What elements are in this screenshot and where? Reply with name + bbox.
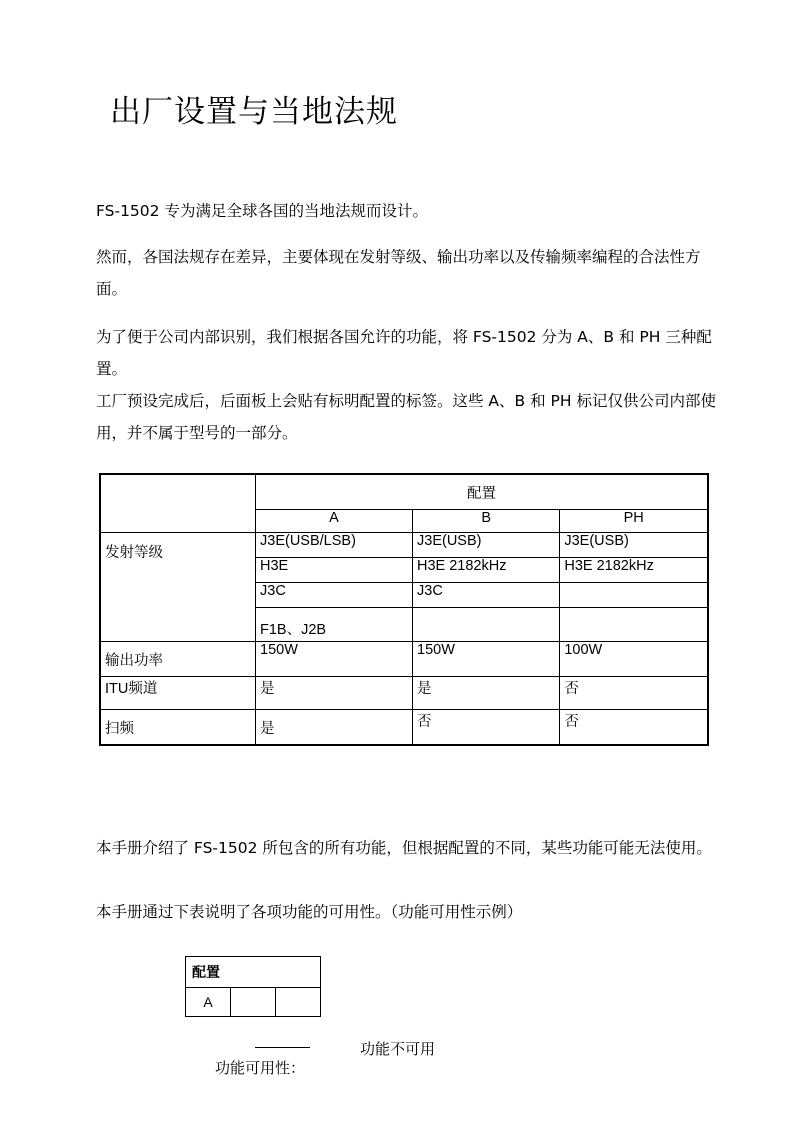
availability-label: 功能可用性：: [215, 1059, 306, 1077]
table-cell: H3E: [256, 558, 413, 583]
availability-example-table: [185, 956, 321, 1017]
page-title: 出厂设置与当地法规: [110, 94, 398, 130]
config-paragraph: 为了便于公司内部识别，我们根据各国允许的功能，将 FS-1502 分为 A、B 和 PH 三种配置。: [96, 328, 712, 378]
sweep-label: 扫频: [100, 710, 256, 746]
table-cell: 100W: [560, 642, 708, 677]
table-cell: 150W: [256, 642, 413, 677]
table-cell: H3E 2182kHz: [560, 558, 708, 583]
example-row-label: A: [186, 988, 231, 1017]
unavailable-legend: 功能不可用: [360, 1040, 436, 1058]
column-b-header: B: [413, 510, 560, 533]
table-cell: 否: [413, 710, 560, 746]
table-cell: J3E(USB/LSB): [256, 533, 413, 558]
table-corner-cell: [100, 474, 256, 533]
table-cell: [560, 608, 708, 642]
example-config-header: 配置: [186, 957, 321, 988]
table-cell: 否: [560, 710, 708, 746]
example-cell: [231, 988, 276, 1017]
config-header: 配置: [256, 474, 709, 510]
table-cell: [413, 608, 560, 642]
table-cell: J3E(USB): [560, 533, 708, 558]
intro-paragraph: FS-1502 专为满足全球各国的当地法规而设计。: [96, 202, 428, 220]
table-cell: 是: [413, 677, 560, 710]
table-cell: 否: [560, 677, 708, 710]
table-cell: H3E 2182kHz: [413, 558, 560, 583]
table-cell: 是: [256, 710, 413, 746]
emission-class-label: 发射等级: [100, 533, 256, 642]
legend-line: [255, 1047, 310, 1048]
table-cell: F1B、J2B: [256, 608, 413, 642]
output-power-label: 输出功率: [100, 642, 256, 677]
example-cell: [276, 988, 321, 1017]
table-cell: 150W: [413, 642, 560, 677]
column-a-header: A: [256, 510, 413, 533]
column-ph-header: PH: [560, 510, 708, 533]
label-paragraph: 工厂预设完成后，后面板上会贴有标明配置的标签。这些 A、B 和 PH 标记仅供公司内部使用，并不属于型号的一部分。: [96, 392, 716, 442]
table-cell: J3E(USB): [413, 533, 560, 558]
configuration-table: [99, 473, 709, 746]
table-cell: J3C: [256, 583, 413, 608]
table-cell: J3C: [413, 583, 560, 608]
regulation-paragraph: 然而，各国法规存在差异，主要体现在发射等级、输出功率以及传输频率编程的合法性方面。: [96, 248, 701, 298]
table-cell: 是: [256, 677, 413, 710]
table-cell: [560, 583, 708, 608]
availability-paragraph: 本手册通过下表说明了各项功能的可用性。（功能可用性示例）: [96, 903, 523, 921]
manual-scope-paragraph: 本手册介绍了 FS-1502 所包含的所有功能，但根据配置的不同，某些功能可能无法使用。: [96, 839, 712, 857]
itu-channel-label: ITU频道: [100, 677, 256, 710]
